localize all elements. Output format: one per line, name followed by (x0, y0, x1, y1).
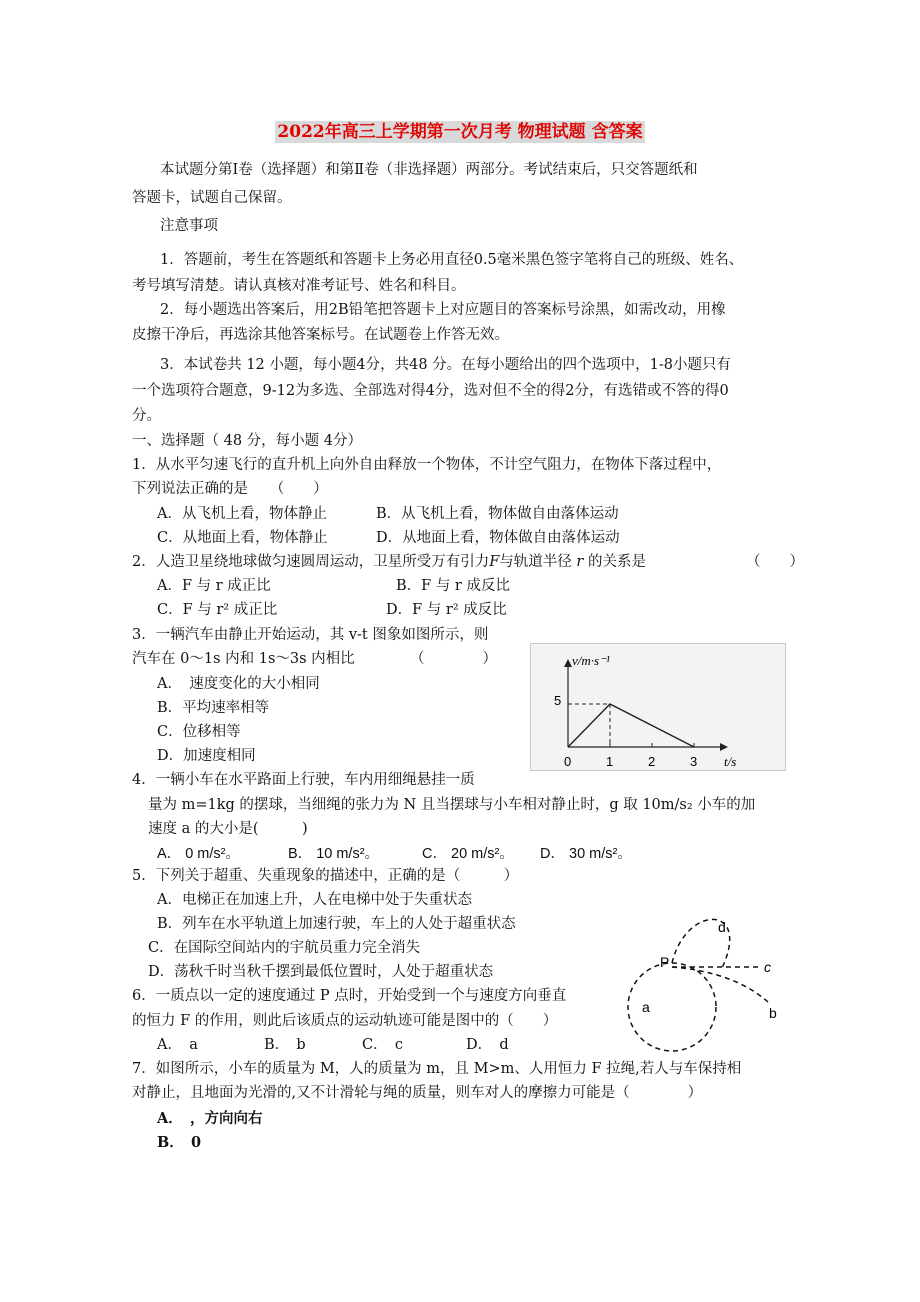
question-stem: 7．如图所示，小车的质量为 M，人的质量为 m，且 M>m、人用恒力 F 拉绳,若人与车保持相 (132, 1061, 742, 1077)
option-d: D．从地面上看，物体做自由落体运动 (376, 530, 620, 546)
page-title: 2022年高三上学期第一次月考 物理试题 含答案 (277, 122, 643, 142)
option-a: A． 0 m/s²。 (157, 846, 240, 862)
option-a: A． a (157, 1037, 198, 1053)
x-tick-label: 2 (648, 754, 656, 769)
option-c: C． c (362, 1037, 403, 1053)
option-b: B．F 与 r 成反比 (396, 578, 510, 594)
question-stem: 汽车在 0～1s 内和 1s～3s 内相比 (132, 651, 355, 667)
question-stem: 3．一辆汽车由静止开始运动，其 v-t 图象如图所示，则 (132, 627, 489, 643)
notice-heading: 注意事项 (160, 218, 218, 234)
notice-item: 3．本试卷共 12 小题，每小题4分，共48 分。在每小题给出的四个选项中，1-8小题只有 (160, 357, 732, 373)
option-b: B．平均速率相等 (157, 700, 270, 716)
option-b: B．从飞机上看，物体做自由落体运动 (376, 506, 619, 522)
option-d: D．加速度相同 (157, 748, 256, 764)
option-a: A．电梯正在加速上升，人在电梯中处于失重状态 (157, 892, 472, 908)
answer-paren: （ ） (410, 651, 497, 667)
option-d: D． d (466, 1037, 509, 1053)
y-tick-label: 5 (554, 693, 562, 708)
answer-paren: （ ） (746, 554, 804, 570)
x-tick-label: 1 (606, 754, 614, 769)
label-a: a (642, 999, 650, 1015)
x-tick-label: 0 (564, 754, 572, 769)
label-c: c (764, 959, 771, 975)
x-axis-label: t/s (724, 754, 737, 769)
label-d: d (718, 919, 726, 935)
vt-graph (530, 643, 786, 771)
option-c: C． 20 m/s²。 (422, 846, 514, 862)
label-b: b (769, 1005, 777, 1021)
option-b: B．列车在水平轨道上加速行驶，车上的人处于超重状态 (157, 916, 516, 932)
section-heading: 一、选择题（ 48 分，每小题 4分） (132, 433, 363, 449)
option-a: A．从飞机上看，物体静止 (157, 506, 327, 522)
option-a: A． ，方向向右 (157, 1110, 263, 1127)
y-axis-label: v/m·s⁻¹ (572, 653, 610, 668)
option-c: C．位移相等 (157, 724, 241, 740)
option-a: A．F 与 r 成正比 (157, 578, 271, 594)
intro-text: 答题卡，试题自己保留。 (132, 190, 292, 206)
question-stem: 下列说法正确的是 （ ） (132, 481, 328, 497)
trajectory-b (672, 967, 768, 1002)
option-a: A． 速度变化的大小相同 (157, 676, 320, 692)
option-c: C．从地面上看，物体静止 (157, 530, 328, 546)
question-stem: 量为 m=1kg 的摆球，当细绳的张力为 N 且当摆球与小车相对静止时，g 取 10m/s₂ 小车的加 (148, 797, 756, 813)
x-tick-label: 3 (690, 754, 698, 769)
option-d: D．荡秋千时当秋千摆到最低位置时，人处于超重状态 (148, 964, 494, 980)
question-stem: 的恒力 F 的作用，则此后该质点的运动轨迹可能是图中的（ ） (132, 1013, 558, 1029)
question-stem: 5．下列关于超重、失重现象的描述中，正确的是（ ） (132, 868, 519, 884)
question-stem: 2．人造卫星绕地球做匀速圆周运动，卫星所受万有引力F与轨道半径 r 的关系是 (132, 554, 646, 570)
option-b: B． 0 (157, 1134, 202, 1151)
question-stem: 1．从水平匀速飞行的直升机上向外自由释放一个物体，不计空气阻力，在物体下落过程中， (132, 457, 722, 473)
question-stem: 速度 a 的大小是( ) (148, 821, 308, 837)
option-c: C．F 与 r² 成正比 (157, 602, 278, 618)
notice-item: 一个选项符合题意，9-12为多选、全部选对得4分，选对但不全的得2分，有选错或不答的得0 (132, 383, 729, 399)
option-d: D． 30 m/s²。 (540, 846, 632, 862)
intro-text: 本试题分第Ⅰ卷（选择题）和第Ⅱ卷（非选择题）两部分。考试结束后，只交答题纸和 (160, 162, 698, 178)
trajectory-diagram (624, 912, 794, 1057)
notice-item: 2．每小题选出答案后，用2B铅笔把答题卡上对应题目的答案标号涂黑，如需改动，用橡 (160, 302, 726, 318)
option-b: B． 10 m/s²。 (288, 846, 380, 862)
notice-item: 考号填写清楚。请认真核对准考证号、姓名和科目。 (132, 278, 466, 294)
notice-item: 皮擦干净后，再选涂其他答案标号。在试题卷上作答无效。 (132, 327, 509, 343)
question-stem: 4．一辆小车在水平路面上行驶，车内用细绳悬挂一质 (132, 772, 475, 788)
option-c: C．在国际空间站内的宇航员重力完全消失 (148, 940, 421, 956)
point-p-label: P (660, 954, 670, 970)
question-stem: 6．一质点以一定的速度通过 P 点时，开始受到一个与速度方向垂直 (132, 988, 567, 1004)
notice-item: 1．答题前，考生在答题纸和答题卡上务必用直径0.5毫米黑色签字笔将自己的班级、姓名、 (160, 252, 744, 268)
option-d: D．F 与 r² 成反比 (386, 602, 507, 618)
question-stem: 对静止，且地面为光滑的,又不计滑轮与绳的质量，则车对人的摩擦力可能是（ ） (132, 1085, 703, 1101)
notice-item: 分。 (132, 408, 161, 424)
option-b: B． b (264, 1037, 306, 1053)
